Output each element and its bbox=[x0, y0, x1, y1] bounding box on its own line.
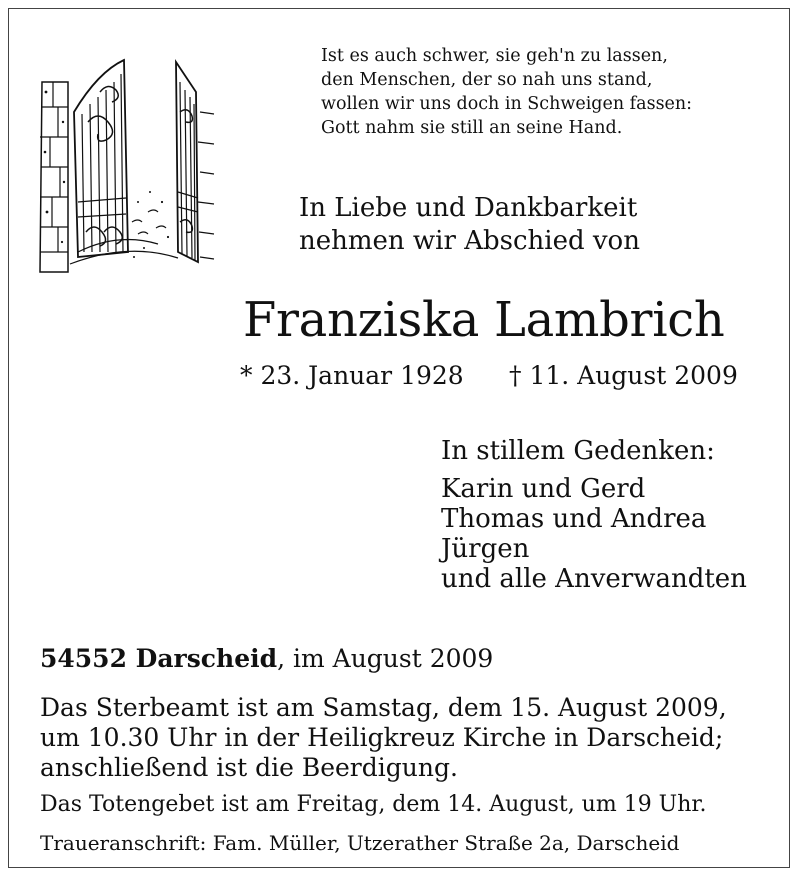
service-line: um 10.30 Uhr in der Heiligkreuz Kirche in Darscheid; bbox=[40, 723, 724, 752]
mourner-name: Thomas und Andrea bbox=[441, 504, 707, 534]
poem-line: Gott nahm sie still an seine Hand. bbox=[321, 118, 623, 138]
prayer-info: Das Totengebet ist am Freitag, dem 14. August, um 19 Uhr. bbox=[40, 792, 707, 817]
poem-line: Ist es auch schwer, sie geh'n zu lassen, bbox=[321, 46, 668, 66]
deceased-name: Franziska Lambrich bbox=[243, 292, 725, 348]
memorial-poem bbox=[321, 44, 692, 140]
birth-date: * 23. Januar 1928 bbox=[240, 361, 464, 390]
intro-line: nehmen wir Abschied von bbox=[299, 226, 640, 256]
service-line: Das Sterbeamt ist am Samstag, dem 15. August 2009, bbox=[40, 693, 727, 722]
notice-date: , im August 2009 bbox=[277, 644, 494, 673]
mourners-heading: In stillem Gedenken: bbox=[441, 436, 715, 466]
poem-line: wollen wir uns doch in Schweigen fassen: bbox=[321, 94, 693, 114]
place-and-date bbox=[40, 643, 493, 675]
mourner-name: Jürgen bbox=[441, 534, 530, 564]
intro-line: In Liebe und Dankbarkeit bbox=[299, 193, 638, 223]
farewell-intro bbox=[299, 192, 640, 258]
mourning-address: Traueranschrift: Fam. Müller, Utzerather Straße 2a, Darscheid bbox=[40, 831, 680, 855]
poem-line: den Menschen, der so nah uns stand, bbox=[321, 70, 653, 90]
mourners-block bbox=[441, 436, 747, 594]
service-line: anschließend ist die Beerdigung. bbox=[40, 753, 458, 782]
town: 54552 Darscheid bbox=[40, 644, 278, 673]
mourner-name: und alle Anverwandten bbox=[441, 564, 747, 594]
death-date: † 11. August 2009 bbox=[509, 361, 738, 390]
mourner-name: Karin und Gerd bbox=[441, 474, 646, 504]
funeral-service-info bbox=[40, 693, 727, 783]
garden-gate-icon bbox=[38, 52, 216, 274]
